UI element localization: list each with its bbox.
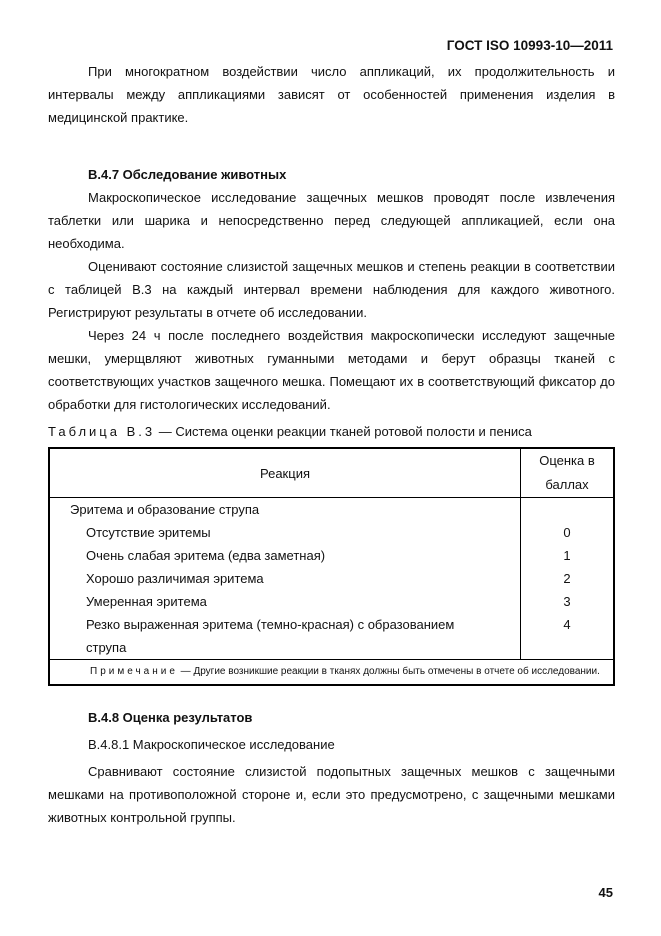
column-header-reaction: Реакция — [49, 448, 521, 498]
section-b48-subtitle: В.4.8.1 Макроскопическое исследование — [88, 737, 335, 752]
table-header-row — [49, 448, 614, 498]
group-label: Эритема и образование струпа — [49, 498, 521, 522]
reaction-cell: Хорошо различимая эритема — [49, 567, 521, 590]
table-row — [49, 590, 614, 613]
score-cell: 4 — [563, 617, 571, 632]
score-cell: 1 — [563, 548, 571, 563]
table-note — [49, 660, 614, 686]
score-cell: 2 — [563, 571, 571, 586]
score-cell: 0 — [563, 525, 571, 540]
table-caption-title: — Система оценки реакции тканей ротовой полости и пениса — [158, 424, 532, 439]
table-row — [49, 567, 614, 590]
paragraph: Оценивают состояние слизистой защечных мешков и степень реакции в соответствии с таблицей В.3 на каждый интервал времени наблюдения для каждого животного. Регистрируют результаты в отчете об исследовании. — [48, 259, 615, 320]
document-header: ГОСТ ISO 10993-10—2011 — [446, 38, 613, 53]
table-group-row — [49, 498, 614, 522]
column-header-score: Оценка в баллах — [521, 448, 615, 498]
section-b47-title: B.4.7 Обследование животных — [88, 167, 287, 182]
table-row — [49, 521, 614, 544]
note-text: — Другие возникшие реакции в тканях должны быть отмечены в отчете об исследовании. — [180, 666, 600, 677]
table-caption — [48, 420, 615, 443]
section-b48-title: B.4.8 Оценка результатов — [88, 710, 253, 725]
table-caption-label: Таблица В.3 — [48, 424, 156, 439]
reaction-cell: Отсутствие эритемы — [49, 521, 521, 544]
paragraph: Через 24 ч после последнего воздействия макроскопически исследуют защечные мешки, умерщвляют животных гуманными методами и берут образцы тканей с соответствующих участков защечного мешка. Помещают их в соответствующий фиксатор до обработки для гистологических исследований. — [48, 328, 615, 412]
reaction-cell: Резко выраженная эритема (темно-красная) с образованием струпа — [49, 613, 521, 660]
score-cell: 3 — [563, 594, 571, 609]
paragraph: Макроскопическое исследование защечных мешков проводят после извлечения таблетки или шарика и непосредственно перед следующей аппликацией, если она необходима. — [48, 190, 615, 251]
scoring-table — [48, 447, 615, 686]
page-number: 45 — [598, 885, 613, 900]
reaction-cell: Очень слабая эритема (едва заметная) — [49, 544, 521, 567]
page-content — [48, 60, 615, 829]
reaction-cell: Умеренная эритема — [49, 590, 521, 613]
table-row — [49, 544, 614, 567]
note-label: Примечание — [90, 666, 178, 677]
table-note-row — [49, 660, 614, 686]
intro-paragraph: При многократном воздействии число аппликаций, их продолжительность и интервалы между аппликациями зависят от особенностей применения изделия в медицинской практике. — [48, 64, 615, 125]
table-row — [49, 613, 614, 660]
paragraph: Сравнивают состояние слизистой подопытных защечных мешков с защечными мешками на противоположной стороне и, если это предусмотрено, с защечными мешками животных контрольной группы. — [48, 764, 615, 825]
